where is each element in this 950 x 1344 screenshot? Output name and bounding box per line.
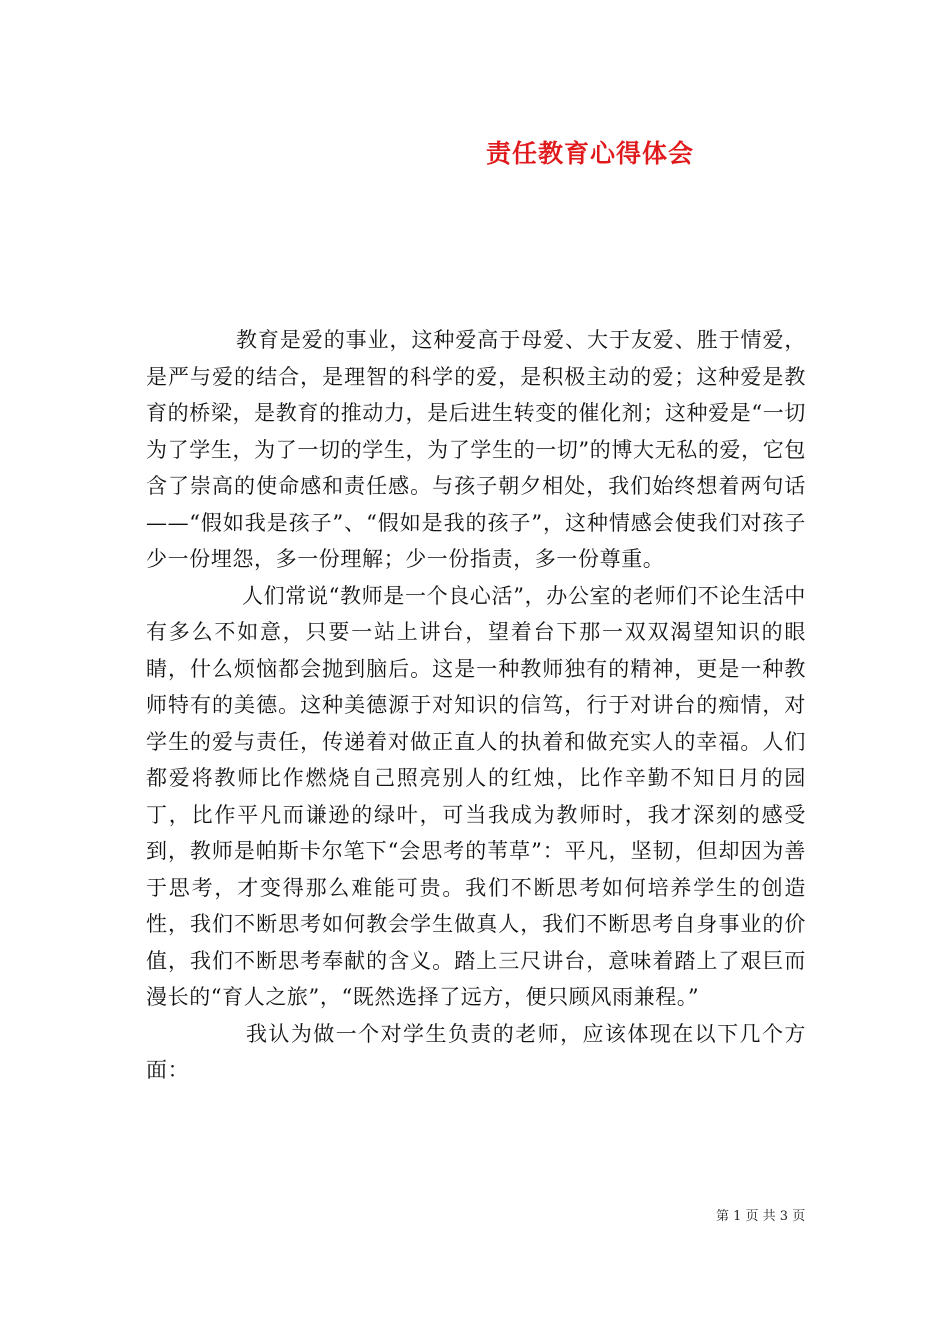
paragraph-1: 教育是爱的事业，这种爱高于母爱、大于友爱、胜于情爱，是严与爱的结合，是理智的科学的爱，是积极主动的爱；这种爱是教育的桥梁，是教育的推动力，是后进生转变的催化剂；这种爱是“一切为了学生，为了一切的学生，为了学生的一切”的博大无私的爱，它包含了崇高的使命感和责任感。与孩子朝夕相处，我们始终想着两句话——“假如我是孩子”、“假如是我的孩子”，这种情感会使我们对孩子少一份埋怨，多一份理解；少一份指责，多一份尊重。 xyxy=(146,328,806,571)
paragraph-2: 人们常说“教师是一个良心活”，办公室的老师们不论生活中有多么不如意，只要一站上讲台，望着台下那一双双渴望知识的眼睛，什么烦恼都会抛到脑后。这是一种教师独有的精神，更是一种教师特有的美德。这种美德源于对知识的信笃，行于对讲台的痴情，对学生的爱与责任，传递着对做正直人的执着和做充实人的幸福。人们都爱将教师比作燃烧自己照亮别人的红烛，比作辛勤不知日月的园丁，比作平凡而谦逊的绿叶，可当我成为教师时，我才深刻的感受到，教师是帕斯卡尔笔下“会思考的苇草”：平凡，坚韧，但却因为善于思考，才变得那么难能可贵。我们不断思考如何培养学生的创造性，我们不断思考如何教会学生做真人，我们不断思考自身事业的价值，我们不断思考奉献的含义。踏上三尺讲台，意味着踏上了艰巨而漫长的“育人之旅”，“既然选择了远方，便只顾风雨兼程。” xyxy=(146,583,806,1009)
page-number-footer: 第 1 页 共 3 页 xyxy=(716,1209,806,1224)
document-title: 责任教育心得体会 xyxy=(485,139,694,168)
document-body xyxy=(146,322,806,1089)
paragraph-3: 我认为做一个对学生负责的老师，应该体现在以下几个方面： xyxy=(146,1021,806,1082)
